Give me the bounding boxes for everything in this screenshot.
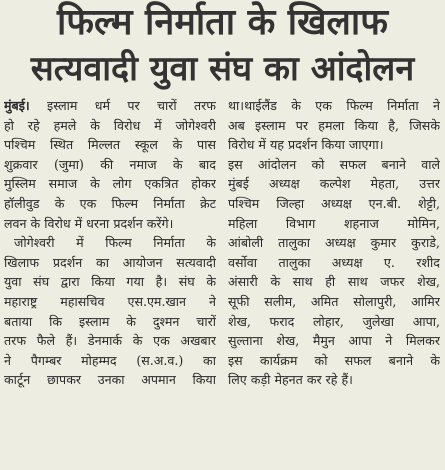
article-line: महाराष्ट्र महासचिव एस.एम.खान ने — [4, 293, 216, 309]
article-line: सूफी सलीम, अमित सोलापुरी, आमिर — [228, 293, 440, 309]
headline-line-1: फिल्म निर्माता के खिलाफ — [56, 2, 389, 43]
article-line: कार्टून छापकर उनका अपमान किया — [4, 372, 216, 388]
article-line: अब इस्लाम पर हमला किया है, जिसके — [228, 117, 440, 133]
article-line: ने पैगम्बर मोहम्मद (स.अ.व.) का — [4, 352, 216, 368]
article-line: तरफ फैले हैं। डेनमार्क के एक अखबार — [4, 333, 216, 349]
article-line: युवा संघ द्वारा किया गया है। संघ के — [4, 274, 216, 290]
article-line: इस आंदोलन को सफल बनाने वाले — [228, 156, 440, 172]
article-line: वर्सोवा तालुका अध्यक्ष ए. रशीद — [228, 254, 440, 270]
article-line: पश्चिम स्थित मिल्लत स्कूल के पास — [4, 137, 216, 153]
article-line: लवन के विरोध में धरना प्रदर्शन करेंगे। — [4, 215, 174, 231]
article-line: सुल्ताना शेख, मैमुन आपा ने मिलकर — [228, 333, 440, 349]
article-line: पश्चिम जिल्हा अध्यक्ष एन.बी. शेट्टी, — [228, 195, 440, 211]
column-divider — [222, 96, 223, 468]
article-line: खिलाफ प्रदर्शन का आयोजन सत्यवादी — [4, 254, 216, 270]
article-line — [4, 96, 216, 116]
article-line: हो रहे हमले के विरोध में जोगेश्वरी — [4, 117, 216, 133]
headline-line-2: सत्यवादी युवा संघ का आंदोलन — [30, 49, 415, 89]
article-column-left — [4, 96, 216, 468]
article-line: महिला विभाग शहनाज मोमिन, — [228, 215, 440, 231]
article-line: बताया कि इस्लाम के दुश्मन चारों — [4, 313, 216, 329]
article-body — [4, 96, 441, 468]
article-line: था।थाईलैंड के एक फिल्म निर्माता ने — [228, 98, 440, 113]
article-line: लिए कड़ी मेहनत कर रहे हैं। — [228, 372, 353, 388]
article-column-right — [228, 96, 440, 468]
article-line-text: इस्लाम धर्म पर चारों तरफ — [47, 98, 216, 113]
article-line: इस कार्यक्रम को सफल बनाने के — [228, 352, 440, 368]
article-line: हॉलीवुड के एक फिल्म निर्माता क्रेट — [4, 195, 216, 211]
article-line: शुक्रवार (जुमा) की नमाज के बाद — [4, 156, 216, 172]
dateline: मुंबई। — [4, 98, 30, 113]
article-line: आंबोली तालुका अध्यक्ष कुमार कुराडे, — [228, 235, 440, 251]
article-line: जोगेश्वरी में फिल्म निर्माता के — [14, 235, 216, 251]
article-line: मुंबई अध्यक्ष कल्पेश मेहता, उत्तर — [228, 176, 440, 192]
article-line: मुस्लिम समाज के लोग एकत्रित होकर — [4, 176, 216, 192]
article-line: अंसारी के साथ ही साथ जफर शेख, — [228, 274, 440, 290]
article-line: शेख, फराद लोहार, जुलेखा आपा, — [228, 313, 440, 329]
article-line: विरोध में यह प्रदर्शन किया जाएगा। — [228, 137, 384, 153]
